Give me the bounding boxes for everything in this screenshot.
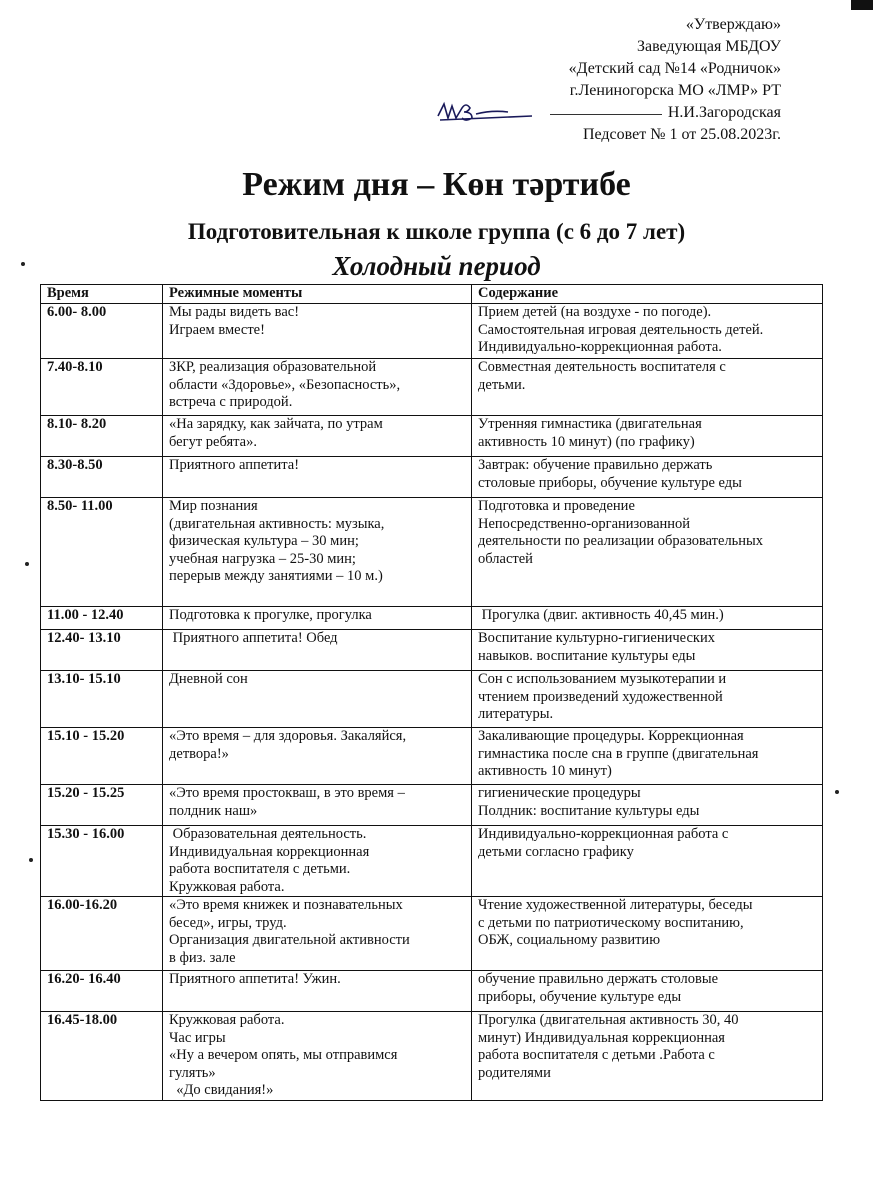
cell-line: областей: [478, 550, 533, 567]
cell-line: Прогулка (двиг. активность 40,45 мин.): [478, 607, 724, 623]
cell-line: Организация двигательной активности: [169, 932, 410, 948]
content-cell: [472, 1012, 823, 1101]
cell-line: детвора!»: [169, 745, 229, 762]
content-cell: [472, 607, 823, 630]
content-cell: [472, 728, 823, 785]
approval-line: «Детский сад №14 «Родничок»: [568, 60, 781, 77]
cell-line: литературы.: [478, 706, 554, 722]
cell-line: Непосредственно-организованной: [478, 515, 691, 532]
cell-line: Дневной сон: [169, 671, 248, 687]
time-cell: 15.10 - 15.20: [41, 728, 163, 785]
content-cell: [472, 785, 823, 826]
table-row: [41, 1012, 823, 1101]
moments-cell: [163, 498, 472, 607]
table-row: [41, 304, 823, 359]
cell-line: Играем вместе!: [169, 321, 265, 338]
time-cell: 11.00 - 12.40: [41, 607, 163, 630]
moments-cell: [163, 457, 472, 498]
cell-line: гулять»: [169, 1064, 216, 1081]
table-row: [41, 359, 823, 416]
cell-line: Закаливающие процедуры. Коррекционная: [478, 728, 744, 744]
cell-line: Завтрак: обучение правильно держать: [478, 457, 713, 473]
content-cell: [472, 971, 823, 1012]
time-cell: 16.00-16.20: [41, 897, 163, 971]
cell-line: Мир познания: [169, 498, 258, 514]
cell-line: ОБЖ, социальному развитию: [478, 932, 661, 948]
cell-line: перерыв между занятиями – 10 м.): [169, 568, 383, 584]
schedule-table: [40, 284, 823, 1101]
moments-cell: [163, 1012, 472, 1101]
time-cell: 15.30 - 16.00: [41, 826, 163, 897]
time-cell: 8.10- 8.20: [41, 416, 163, 457]
table-row: [41, 416, 823, 457]
table-header-row: [41, 285, 823, 304]
time-cell: 6.00- 8.00: [41, 304, 163, 359]
table-row: [41, 630, 823, 671]
moments-cell: [163, 304, 472, 359]
cell-line: Сон с использованием музыкотерапии и: [478, 671, 727, 687]
content-cell: [472, 897, 823, 971]
time-cell: 16.20- 16.40: [41, 971, 163, 1012]
cell-line: работа воспитателя с детьми .Работа с: [478, 1047, 715, 1063]
table-row: [41, 728, 823, 785]
approval-line: Заведующая МБДОУ: [636, 38, 781, 55]
content-cell: [472, 457, 823, 498]
time-cell: 15.20 - 15.25: [41, 785, 163, 826]
cell-line: Час игры: [169, 1029, 226, 1046]
cell-line: обучение правильно держать столовые: [478, 971, 719, 987]
period-heading: Холодный период: [332, 251, 541, 281]
column-header-content: Содержание: [472, 285, 823, 304]
table-row: [41, 498, 823, 607]
cell-line: «Ну а вечером опять, мы отправимся: [169, 1047, 398, 1063]
cell-line: минут) Индивидуальная коррекционная: [478, 1029, 725, 1046]
cell-line: бесед», игры, труд.: [169, 914, 287, 931]
cell-line: Прогулка (двигательная активность 30, 40: [478, 1012, 739, 1028]
scan-speck: [835, 790, 839, 794]
group-subtitle: Подготовительная к школе группа (с 6 до 7 лет): [187, 219, 686, 244]
cell-line: «До свидания!»: [169, 1082, 274, 1098]
content-cell: [472, 359, 823, 416]
cell-line: полдник наш»: [169, 802, 258, 819]
table-row: [41, 457, 823, 498]
table-row: [41, 971, 823, 1012]
cell-line: гигиенические процедуры: [478, 785, 641, 801]
column-header-moments: Режимные моменты: [163, 285, 472, 304]
cell-line: Воспитание культурно-гигиенических: [478, 630, 715, 646]
cell-line: учебная нагрузка – 25-30 мин;: [169, 550, 356, 567]
content-cell: [472, 498, 823, 607]
moments-cell: [163, 416, 472, 457]
content-cell: [472, 826, 823, 897]
cell-line: «Это время книжек и познавательных: [169, 897, 403, 913]
time-cell: 16.45-18.00: [41, 1012, 163, 1101]
cell-line: встреча с природой.: [169, 394, 293, 410]
time-cell: 8.30-8.50: [41, 457, 163, 498]
cell-line: Индивидуально-коррекционная работа с: [478, 826, 729, 842]
moments-cell: [163, 728, 472, 785]
cell-line: работа воспитателя с детьми.: [169, 861, 351, 877]
cell-line: столовые приборы, обучение культуре еды: [478, 474, 742, 491]
moments-cell: [163, 607, 472, 630]
cell-line: Полдник: воспитание культуры еды: [478, 802, 700, 819]
cell-line: ЗКР, реализация образовательной: [169, 359, 377, 375]
scan-speck: [25, 562, 29, 566]
cell-line: гимнастика после сна в группе (двигательная: [478, 745, 759, 762]
cell-line: Кружковая работа.: [169, 878, 285, 895]
page-title: Режим дня – Көн тәртибе: [242, 166, 631, 203]
content-cell: [472, 671, 823, 728]
approval-line: «Утверждаю»: [685, 16, 781, 33]
signature-scrawl: [432, 98, 542, 124]
cell-line: активность 10 минут) (по графику): [478, 433, 695, 450]
cell-line: Образовательная деятельность.: [169, 826, 367, 842]
content-cell: [472, 630, 823, 671]
cell-line: приборы, обучение культуре еды: [478, 988, 682, 1005]
cell-line: бегут ребята».: [169, 433, 257, 450]
cell-line: Приятного аппетита!: [169, 457, 300, 473]
moments-cell: [163, 359, 472, 416]
cell-line: Приятного аппетита! Ужин.: [169, 971, 341, 987]
cell-line: Индивидуальная коррекционная: [169, 843, 370, 860]
table-row: [41, 607, 823, 630]
cell-line: Прием детей (на воздухе - по погоде).: [478, 304, 712, 320]
moments-cell: [163, 897, 472, 971]
cell-line: области «Здоровье», «Безопасность»,: [169, 376, 401, 393]
moments-cell: [163, 971, 472, 1012]
cell-line: в физ. зале: [169, 949, 236, 966]
cell-line: детьми.: [478, 376, 526, 393]
schedule-body: [41, 304, 823, 1101]
signature-line: [550, 102, 781, 124]
approval-block: [550, 14, 781, 146]
moments-cell: [163, 785, 472, 826]
cell-line: детьми согласно графику: [478, 843, 634, 860]
content-cell: [472, 304, 823, 359]
moments-cell: [163, 826, 472, 897]
table-row: [41, 897, 823, 971]
table-row: [41, 826, 823, 897]
cell-line: физическая культура – 30 мин;: [169, 533, 359, 549]
cell-line: Мы рады видеть вас!: [169, 304, 300, 320]
cell-line: Подготовка к прогулке, прогулка: [169, 607, 372, 623]
cell-line: «Это время – для здоровья. Закаляйся,: [169, 728, 407, 744]
cell-line: родителями: [478, 1064, 551, 1081]
cell-line: чтением произведений художественной: [478, 688, 723, 705]
table-row: [41, 671, 823, 728]
approval-line: г.Лениногорска МО «ЛМР» РТ: [569, 82, 781, 99]
cell-line: «На зарядку, как зайчата, по утрам: [169, 416, 383, 432]
cell-line: навыков. воспитание культуры еды: [478, 647, 696, 664]
moments-cell: [163, 671, 472, 728]
cell-line: «Это время простокваш, в это время –: [169, 785, 405, 801]
cell-line: Кружковая работа.: [169, 1012, 285, 1028]
signature-underline: [550, 114, 662, 115]
time-cell: 13.10- 15.10: [41, 671, 163, 728]
scan-corner-mark: [851, 0, 873, 10]
cell-line: Чтение художественной литературы, беседы: [478, 897, 753, 913]
cell-line: Утренняя гимнастика (двигательная: [478, 416, 702, 432]
time-cell: 8.50- 11.00: [41, 498, 163, 607]
time-cell: 12.40- 13.10: [41, 630, 163, 671]
cell-line: (двигательная активность: музыка,: [169, 515, 385, 532]
column-header-time: Время: [41, 285, 163, 304]
table-row: [41, 785, 823, 826]
cell-line: активность 10 минут): [478, 763, 612, 779]
signature-name: Н.И.Загородская: [667, 104, 781, 121]
cell-line: с детьми по патриотическому воспитанию,: [478, 914, 744, 931]
scan-speck: [29, 858, 33, 862]
cell-line: Совместная деятельность воспитателя с: [478, 359, 726, 375]
cell-line: Приятного аппетита! Обед: [169, 630, 338, 646]
cell-line: Самостоятельная игровая деятельность детей.: [478, 321, 764, 338]
cell-line: Индивидуально-коррекционная работа.: [478, 339, 722, 355]
time-cell: 7.40-8.10: [41, 359, 163, 416]
cell-line: Подготовка и проведение: [478, 498, 635, 514]
cell-line: деятельности по реализации образовательных: [478, 533, 764, 549]
moments-cell: [163, 630, 472, 671]
council-line: Педсовет № 1 от 25.08.2023г.: [582, 126, 781, 143]
content-cell: [472, 416, 823, 457]
